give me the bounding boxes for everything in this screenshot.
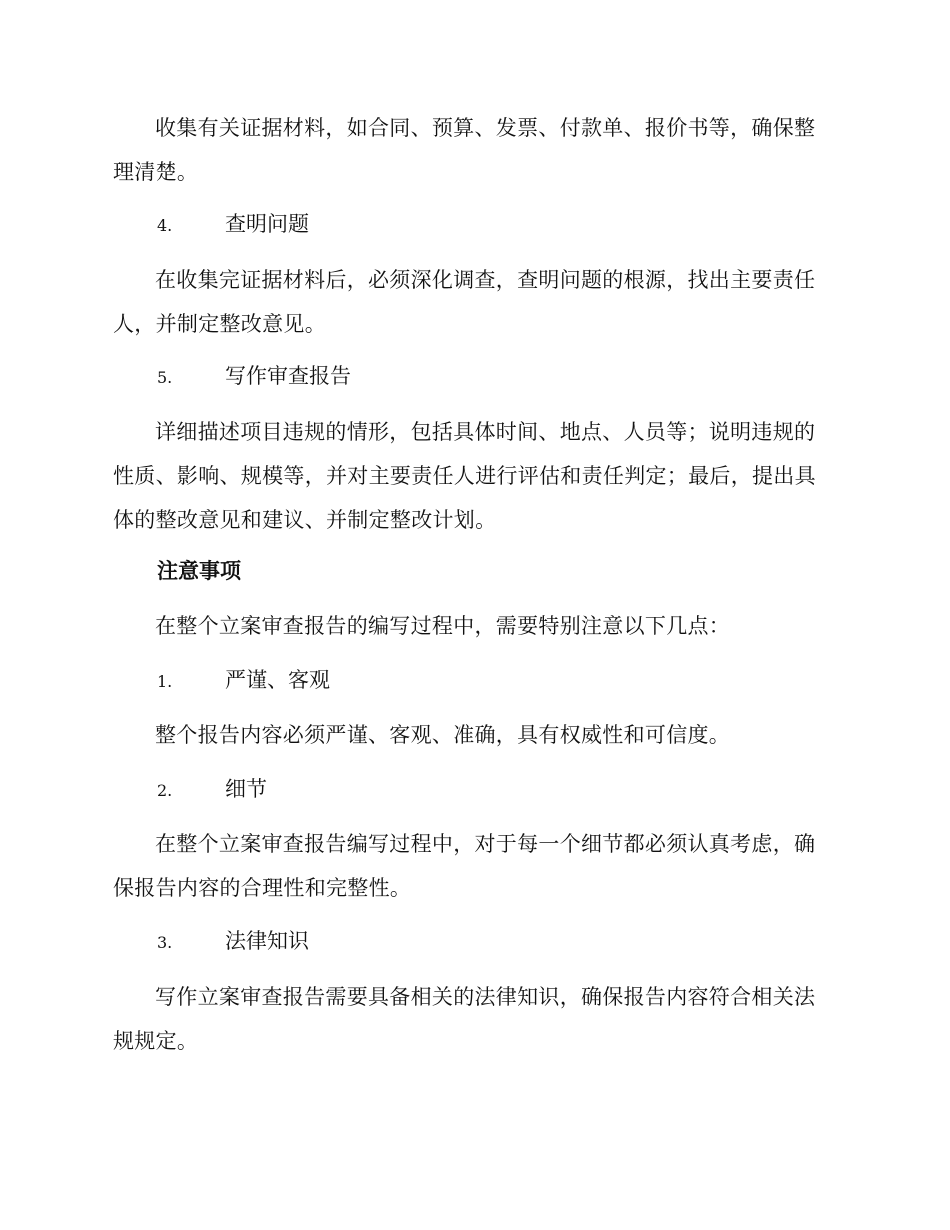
list-item-find-problems bbox=[157, 209, 309, 241]
paragraph-evidence-collection: 收集有关证据材料，如合同、预算、发票、付款单、报价书等，确保整理清楚。 bbox=[113, 116, 816, 184]
list-item-label: 写作审查报告 bbox=[225, 364, 351, 388]
list-number: 5. bbox=[157, 368, 173, 387]
paragraph-rigorous: 整个报告内容必须严谨、客观、准确，具有权威性和可信度。 bbox=[155, 723, 731, 747]
list-item-rigorous bbox=[157, 665, 330, 697]
paragraph-legal-knowledge: 写作立案审查报告需要具备相关的法律知识，确保报告内容符合相关法规规定。 bbox=[113, 985, 816, 1053]
list-item-label: 法律知识 bbox=[225, 929, 309, 953]
paragraph-find-problems: 在收集完证据材料后，必须深化调查，查明问题的根源，找出主要责任人，并制定整改意见。 bbox=[113, 268, 816, 336]
section-heading-notes: 注意事项 bbox=[157, 558, 241, 583]
paragraph-details: 在整个立案审查报告编写过程中，对于每一个细节都必须认真考虑，确保报告内容的合理性和完整性。 bbox=[113, 832, 816, 900]
list-item-details bbox=[157, 774, 267, 806]
list-number: 3. bbox=[157, 933, 173, 952]
list-item-label: 查明问题 bbox=[225, 212, 309, 236]
paragraph-notes-intro: 在整个立案审查报告的编写过程中，需要特别注意以下几点： bbox=[155, 614, 731, 638]
list-item-legal-knowledge bbox=[157, 926, 309, 958]
list-number: 1. bbox=[157, 672, 173, 691]
paragraph-write-report: 详细描述项目违规的情形，包括具体时间、地点、人员等；说明违规的性质、影响、规模等，并对主要责任人进行评估和责任判定；最后，提出具体的整改意见和建议、并制定整改计划。 bbox=[113, 420, 816, 532]
list-item-write-report bbox=[157, 361, 351, 393]
list-item-label: 严谨、客观 bbox=[225, 668, 330, 692]
list-number: 2. bbox=[157, 781, 173, 800]
list-item-label: 细节 bbox=[225, 777, 267, 801]
list-number: 4. bbox=[157, 216, 173, 235]
